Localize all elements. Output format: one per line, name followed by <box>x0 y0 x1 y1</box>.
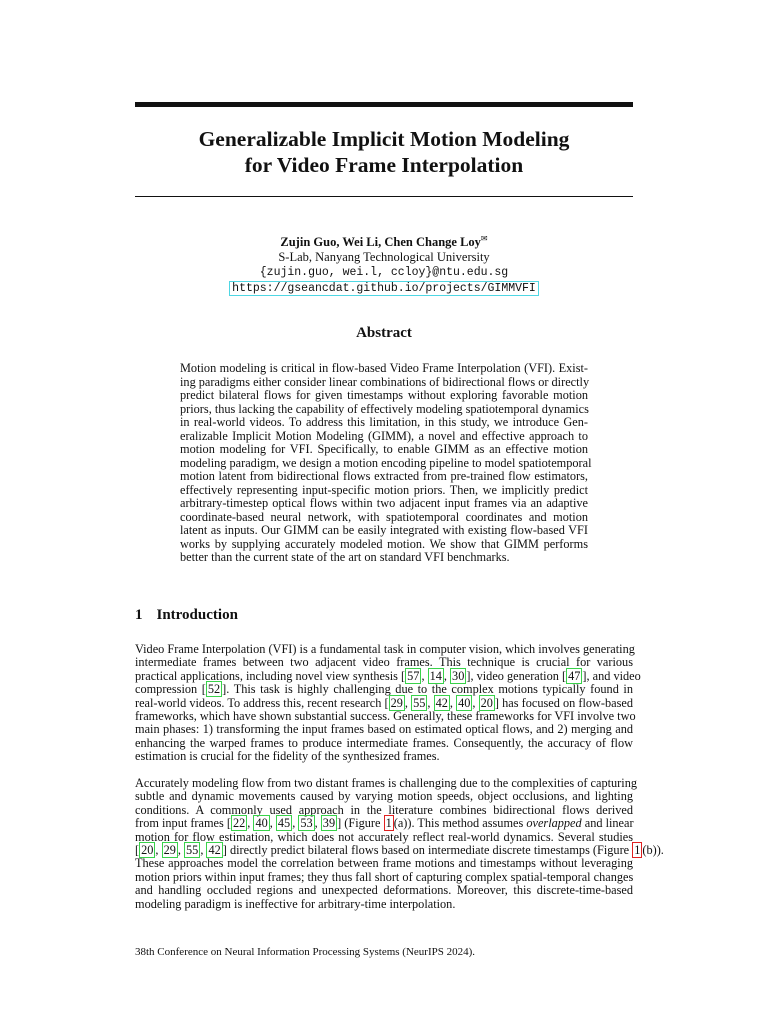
abstract-line: better than the current state of the art on standard VFI benchmarks. <box>180 550 510 564</box>
abstract-line: motion latent from bidirectional flows extracted from pre-trained flow estimators, <box>180 469 588 483</box>
citation-link[interactable]: 14 <box>429 668 442 683</box>
citation-link[interactable]: 42 <box>435 695 448 710</box>
text-line: real-world videos. To address this, recent research [ 29 , 55 , 42 , 40 , 20 ] has focused on flow-based <box>135 695 634 710</box>
abstract-line: eralizable Implicit Motion Modeling (GIMM), a novel and effective approach to <box>180 428 588 443</box>
citation-link[interactable]: 20 <box>141 843 154 858</box>
citation-link[interactable]: 30 <box>452 668 465 683</box>
text-line: subtle and dynamic movements caused by varying motion speeds, object occlusions, and lighting <box>135 789 633 804</box>
citation-link[interactable]: 47 <box>568 668 581 683</box>
citation-link[interactable]: 29 <box>390 695 403 710</box>
text-line: motion priors within input frames; they thus fall short of capturing complex spatial-temporal changes <box>135 869 634 884</box>
citation-link[interactable]: 22 <box>232 816 246 831</box>
abstract-line: predict bilateral flows for given timestamps without exploring favorable motion <box>180 388 588 402</box>
author-block <box>135 231 633 296</box>
paper-title <box>135 126 633 178</box>
text-line: conditions. A commonly used approach in the literature combines bidirectional flows derived <box>135 802 633 817</box>
envelope-icon: ✉ <box>480 234 488 243</box>
conference-footnote: 38th Conference on Neural Information Processing Systems (NeurIPS 2024). <box>135 946 476 958</box>
paragraph <box>135 642 641 764</box>
abstract-line: arbitrary-timestep optical flows within two adjacent input frames via an adaptive <box>180 496 588 510</box>
text-line: from input frames [ 22 , 40 , 45 , 53 , 39 ] (Figure 1 (a)). This method assumes overlapped and linear <box>135 816 634 831</box>
abstract-heading: Abstract <box>356 325 412 341</box>
title-rule <box>135 196 633 197</box>
text-line: Accurately modeling flow from two distant frames is challenging due to the complexities of capturing <box>135 776 637 790</box>
text-line: main phases: 1) transforming the input frames based on estimated optical flows, and 2) merging and <box>135 722 633 737</box>
citation-link[interactable]: 40 <box>255 816 268 831</box>
text-line: enhancing the warped frames to produce intermediate frames. Consequently, the accuracy of flow <box>135 735 633 750</box>
text-line: modeling paradigm is ineffective for arbitrary-time interpolation. <box>135 896 456 911</box>
citation-link[interactable]: 42 <box>208 843 221 858</box>
text-line: estimation is crucial for the fidelity of the synthesized frames. <box>135 749 440 764</box>
citation-link[interactable]: 55 <box>186 843 199 858</box>
citation-link[interactable]: 20 <box>480 695 493 710</box>
citation-link[interactable]: 52 <box>207 682 221 697</box>
text-line: [ 20 , 29 , 55 , 42 ] directly predict bilateral flows based on intermediate discrete timestamps (Figure 1 (b)). <box>135 843 664 858</box>
abstract-line: effectively representing input-specific motion priors. Then, we implicitly predict <box>180 482 588 497</box>
citation-link[interactable]: 57 <box>407 668 420 683</box>
abstract-line: works by supplying accurately modeled motion. We show that GIMM performs <box>180 536 588 551</box>
figure-link[interactable]: 1 <box>385 816 392 831</box>
title-line: Generalizable Implicit Motion Modeling <box>198 127 570 151</box>
text-line: practical applications, including novel view synthesis [ 57 , 14 , 30 ], video generation [ 47 ], and video <box>135 668 641 683</box>
abstract-line: coordinate-based neural network, with spatiotemporal coordinates and motion <box>180 509 588 524</box>
section-title: Introduction <box>156 607 238 623</box>
abstract-line: priors, thus lacking the capability of effectively modeling spatiotemporal dynamics <box>180 401 589 416</box>
text-line: frameworks, which have shown substantial success. Generally, these frameworks for VFI involve two <box>135 709 636 724</box>
abstract-line: latent as inputs. Our GIMM can be easily integrated with existing flow-based VFI <box>180 523 588 537</box>
text-line: Video Frame Interpolation (VFI) is a fundamental task in computer vision, which involves generating <box>135 642 635 656</box>
email: {zujin.guo, wei.l, ccloy}@ntu.edu.sg <box>259 266 509 280</box>
abstract-line: motion modeling for VFI. Specifically, to enable GIMM as an effective motion <box>180 442 588 456</box>
author-names: Zujin Guo, Wei Li, Chen Change Loy✉ <box>280 234 488 250</box>
figure-link[interactable]: 1 <box>634 843 641 858</box>
citation-link[interactable]: 55 <box>413 695 426 710</box>
abstract-line: in real-world videos. To address this limitation, in this study, we introduce Gen- <box>180 415 588 429</box>
text-line: These approaches model the correlation between frame motions and timestamps without leveraging <box>135 856 633 871</box>
abstract-line: ing paradigms either consider linear combinations of bidirectional flows or directly <box>180 374 590 389</box>
paragraph <box>135 776 664 911</box>
top-rule <box>135 102 633 107</box>
text-line: motion for flow estimation, which does not accurately reflect real-world dynamics. Several studies <box>135 829 633 844</box>
text-line: and handling occluded regions and unexpected deformations. Moreover, this discrete-time-based <box>135 883 633 898</box>
abstract-body <box>180 361 592 565</box>
citation-link[interactable]: 45 <box>277 816 291 831</box>
section-heading <box>135 607 238 624</box>
citation-link[interactable]: 39 <box>322 816 336 831</box>
title-line: for Video Frame Interpolation <box>244 153 524 177</box>
citation-link[interactable]: 40 <box>458 695 471 710</box>
abstract-line: modeling paradigm, we design a motion encoding pipeline to model spatiotemporal <box>180 455 592 470</box>
affiliation: S-Lab, Nanyang Technological University <box>278 250 490 265</box>
project-link[interactable]: https://gseancdat.github.io/projects/GIMMVFI <box>229 281 539 296</box>
text-line: compression [ 52 ]. This task is highly challenging due to the complex motions typically found in <box>135 682 634 697</box>
citation-link[interactable]: 53 <box>300 816 313 831</box>
section-number: 1 <box>135 607 143 623</box>
text-line: intermediate frames between two adjacent video frames. This technique is crucial for various <box>135 655 633 670</box>
citation-link[interactable]: 29 <box>163 843 176 858</box>
abstract-line: Motion modeling is critical in flow-based Video Frame Interpolation (VFI). Exist- <box>180 361 588 375</box>
